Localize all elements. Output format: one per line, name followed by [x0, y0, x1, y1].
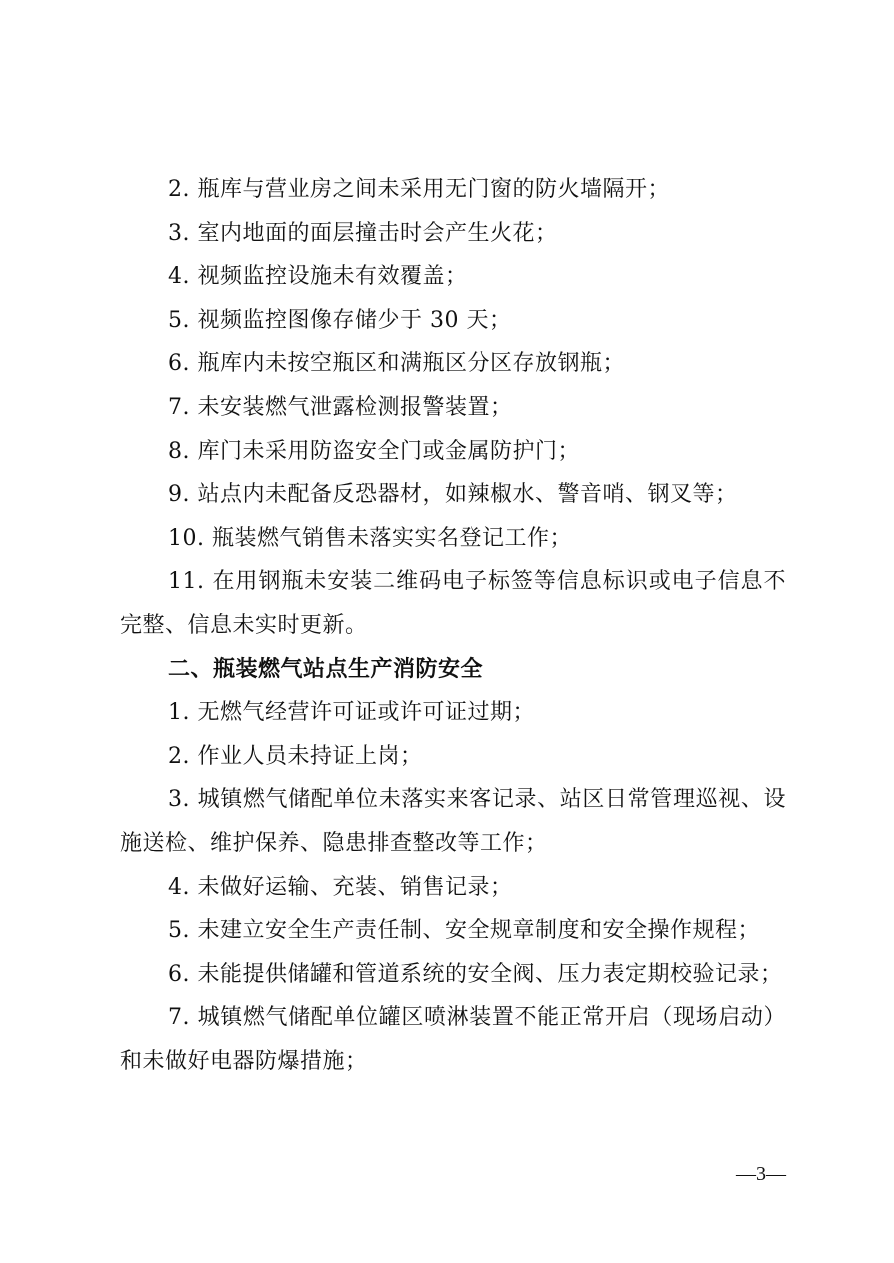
list-item: 2. 瓶库与营业房之间未采用无门窗的防火墙隔开； [168, 177, 670, 202]
list-item: 11. 在用钢瓶未安装二维码电子标签等信息标识或电子信息不完整、信息未实时更新。 [120, 569, 786, 638]
list-item: 5. 视频监控图像存储少于 30 天； [168, 307, 512, 333]
list-item: 9. 站点内未配备反恐器材，如辣椒水、警音哨、钢叉等； [168, 482, 738, 508]
list-item: 1. 无燃气经营许可证或许可证过期； [168, 700, 535, 726]
section-heading: 二、瓶装燃气站点生产消防安全 [168, 656, 484, 682]
page-number: —3— [736, 1163, 786, 1185]
list-item: 3. 城镇燃气储配单位未落实来客记录、站区日常管理巡视、设施送检、维护保养、隐患排查整改等工作； [120, 787, 786, 856]
list-item: 6. 未能提供储罐和管道系统的安全阀、压力表定期校验记录； [168, 961, 783, 987]
list-item: 10. 瓶装燃气销售未落实实名登记工作； [168, 525, 572, 551]
document-body [120, 168, 786, 1083]
list-item: 4. 未做好运输、充装、销售记录； [168, 874, 513, 900]
list-item: 7. 城镇燃气储配单位罐区喷淋装置不能正常开启（现场启动）和未做好电器防爆措施； [120, 1005, 786, 1074]
list-item: 8. 库门未采用防盗安全门或金属防护门； [168, 438, 580, 464]
list-item: 3. 室内地面的面层撞击时会产生火花； [168, 220, 558, 246]
list-item: 7. 未安装燃气泄露检测报警装置； [168, 394, 513, 420]
list-item: 2. 作业人员未持证上岗； [168, 743, 423, 769]
list-item: 6. 瓶库内未按空瓶区和满瓶区分区存放钢瓶； [168, 351, 625, 377]
list-item: 4. 视频监控设施未有效覆盖； [168, 264, 468, 290]
list-item: 5. 未建立安全生产责任制、安全规章制度和安全操作规程； [168, 918, 760, 944]
